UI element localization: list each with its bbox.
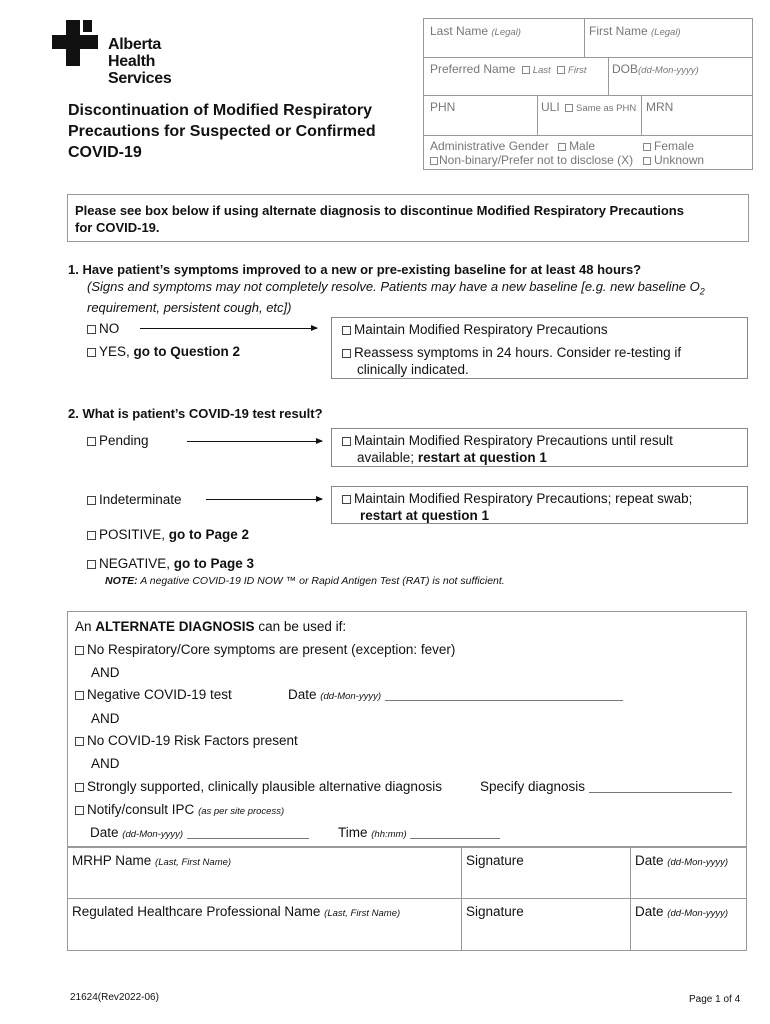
alt-notify-ipc-checkbox[interactable]	[75, 806, 84, 815]
alternate-diagnosis-box: An ALTERNATE DIAGNOSIS can be used if: No Respiratory/Core symptoms are present (exception: fever) AND Negative COVID-19 test Date (dd-Mon-yyyy) AND No COVID-19 Risk Factors present AND Strongly supported, clinically plausible alternative diagnosis Specify diagnosis Notify/consult IPC (as per site process) Date (dd-Mon-yyyy) Time (hh:mm)	[67, 611, 747, 847]
mrn-field[interactable]: MRN	[646, 100, 674, 114]
alt-item-notify-ipc[interactable]: Notify/consult IPC (as per site process)	[75, 802, 284, 817]
alt-notify-date[interactable]: Date (dd-Mon-yyyy)	[90, 825, 309, 840]
mrhp-name-field[interactable]: MRHP Name (Last, First Name)	[67, 847, 462, 899]
nonbinary-checkbox[interactable]	[430, 157, 438, 165]
ahs-logo	[52, 20, 212, 87]
uli-same-checkbox[interactable]	[565, 104, 573, 112]
q2-positive-option[interactable]: POSITIVE, go to Page 2	[87, 527, 249, 542]
alt-specify-diagnosis[interactable]: Specify diagnosis	[480, 779, 732, 794]
q1-yes-option[interactable]: YES, go to Question 2	[87, 344, 240, 359]
q1-reassess[interactable]: Reassess symptoms in 24 hours. Consider re-testing if	[342, 344, 737, 361]
q2-pending-option[interactable]: Pending	[87, 433, 149, 448]
phn-field[interactable]: PHN	[430, 100, 456, 114]
dob-field[interactable]: DOB(dd-Mon-yyyy)	[612, 62, 699, 76]
mrhp-signature-field[interactable]: Signature	[461, 847, 631, 899]
q2-positive-checkbox[interactable]	[87, 531, 96, 540]
q1-no-arrow-icon	[140, 328, 317, 329]
female-checkbox[interactable]	[643, 143, 651, 151]
question-1: 1. Have patient’s symptoms improved to a new or pre-existing baseline for at least 48 hours?	[68, 262, 642, 277]
rhp-signature-field[interactable]: Signature	[461, 898, 631, 951]
logo-line1: Alberta Health	[108, 36, 162, 70]
alt-no-symptoms-checkbox[interactable]	[75, 646, 84, 655]
rhp-date-field[interactable]: Date (dd-Mon-yyyy)	[630, 898, 747, 951]
rhp-name-field[interactable]: Regulated Healthcare Professional Name (Last, First Name)	[67, 898, 462, 951]
alt-item-no-symptoms[interactable]: No Respiratory/Core symptoms are present (exception: fever)	[75, 642, 455, 657]
unknown-checkbox[interactable]	[643, 157, 651, 165]
q1-maintain-checkbox[interactable]	[342, 326, 351, 335]
alt-alternative-diagnosis-checkbox[interactable]	[75, 783, 84, 792]
question-1-note: (Signs and symptoms may not completely resolve. Patients may have a new baseline [e.g. new baseline $O_2$ requirement, persistent cough, etc])	[87, 279, 705, 315]
logo-line2: Services	[108, 70, 172, 87]
alt-notify-time[interactable]: Time (hh:mm)	[338, 825, 500, 840]
q2-negative-checkbox[interactable]	[87, 560, 96, 569]
q2-indeterminate-arrow-icon	[206, 499, 322, 500]
alt-intro: An ALTERNATE DIAGNOSIS can be used if:	[75, 619, 347, 634]
q1-reassess-checkbox[interactable]	[342, 349, 351, 358]
mrhp-date-field[interactable]: Date (dd-Mon-yyyy)	[630, 847, 747, 899]
q1-no-checkbox[interactable]	[87, 325, 96, 334]
alt-item-negative-test[interactable]: Negative COVID-19 test	[75, 687, 232, 702]
q2-indeterminate-result-checkbox[interactable]	[342, 495, 351, 504]
admin-gender-field: Administrative Gender Male Non-binary/Prefer not to disclose (X)	[430, 139, 634, 167]
page-title: Discontinuation of Modified Respiratory Precautions for Suspected or Confirmed COVID-19	[68, 102, 376, 161]
q2-note: NOTE: A negative COVID-19 ID NOW ™ or Rapid Antigen Test (RAT) is not sufficient.	[105, 575, 505, 587]
alt-item-no-risk[interactable]: No COVID-19 Risk Factors present	[75, 733, 298, 748]
q2-negative-option[interactable]: NEGATIVE, go to Page 3	[87, 556, 254, 571]
q1-yes-checkbox[interactable]	[87, 348, 96, 357]
q1-no-option[interactable]: NO	[87, 321, 119, 336]
page-number: Page 1 of 4	[689, 994, 741, 1005]
q2-indeterminate-option[interactable]: Indeterminate	[87, 492, 182, 507]
alt-no-risk-checkbox[interactable]	[75, 737, 84, 746]
patient-info-box: Last Name (Legal) First Name (Legal) Preferred Name Last First DOB(dd-Mon-yyyy) PHN ULI Same as PHN MRN Administrative Gender Male Non-binary/Prefer not to disclose (X) Female Unknown	[423, 18, 753, 170]
q2-indeterminate-checkbox[interactable]	[87, 496, 96, 505]
ahs-cross-icon	[52, 20, 100, 68]
q2-pending-result-checkbox[interactable]	[342, 437, 351, 446]
uli-field[interactable]: ULI Same as PHN	[541, 100, 637, 114]
q2-pending-result-box[interactable]: Maintain Modified Respiratory Precautions until result available; restart at question 1	[331, 428, 748, 467]
male-checkbox[interactable]	[558, 143, 566, 151]
first-name-field[interactable]: First Name (Legal)	[589, 24, 681, 38]
q2-indeterminate-result-box[interactable]: Maintain Modified Respiratory Precautions; repeat swab; restart at question 1	[331, 486, 748, 524]
alt-item-alternative-diagnosis[interactable]: Strongly supported, clinically plausible alternative diagnosis	[75, 779, 442, 794]
form-id: 21624(Rev2022-06)	[70, 992, 159, 1003]
pref-last-checkbox[interactable]	[522, 66, 530, 74]
q1-maintain[interactable]: Maintain Modified Respiratory Precautions	[342, 321, 737, 338]
pref-first-checkbox[interactable]	[557, 66, 565, 74]
last-name-field[interactable]: Last Name (Legal)	[430, 24, 521, 38]
alt-negative-test-checkbox[interactable]	[75, 691, 84, 700]
question-2: 2. What is patient’s COVID-19 test result?	[68, 406, 323, 421]
alt-negative-test-date[interactable]: Date (dd-Mon-yyyy)	[288, 687, 623, 702]
q1-result-box: Maintain Modified Respiratory Precautions Reassess symptoms in 24 hours. Consider re-testing if clinically indicated.	[331, 317, 748, 379]
q2-pending-arrow-icon	[187, 441, 322, 442]
q2-pending-checkbox[interactable]	[87, 437, 96, 446]
preferred-name-field[interactable]: Preferred Name Last First	[430, 62, 587, 76]
notice-box: Please see box below if using alternate diagnosis to discontinue Modified Respiratory Precautions for COVID-19.	[67, 194, 749, 242]
